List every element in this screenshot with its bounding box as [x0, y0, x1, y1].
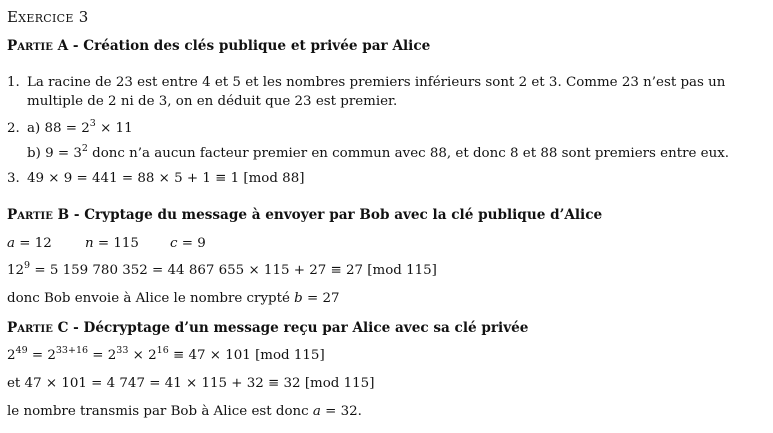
part-b-var-c: c = 9	[170, 236, 206, 251]
item-2a-text: $88 = 2^3 \times 11$	[44, 118, 133, 136]
part-b-title	[7, 206, 602, 224]
part-c-line-1: $2^{49} = 2^{33+16} = 2^{33} \times 2^{16} \equiv 47 \times 101$ [mod 115]	[7, 345, 325, 363]
part-b-prefix: Partie B	[7, 207, 70, 223]
part-b-var-n: n = 115	[85, 236, 139, 251]
part-b-var-a: a = 12	[7, 236, 52, 251]
part-b-calculation: $12^9 = 5$ 159 780 352 = 44 867 655 × 115 + 27 ≡ 27 [mod 115]	[7, 260, 437, 278]
item-2b-label: b)	[27, 146, 41, 161]
item-2-number: 2.	[7, 121, 20, 136]
part-a-heading: - Création des clés publique et privée par Alice	[68, 38, 431, 54]
item-1-number: 1.	[7, 75, 20, 90]
part-a-prefix: Partie A	[7, 38, 69, 54]
item-3-number: 3.	[7, 171, 20, 186]
part-b-heading: - Cryptage du message à envoyer par Bob avec la clé publique d’Alice	[69, 207, 603, 223]
item-2b-text: $9 = 3^2$ donc n’a aucun facteur premier en commun avec 88, et donc 8 et 88 sont premiers entre eux.	[45, 143, 730, 161]
item-2a	[27, 120, 133, 138]
item-1-line-2: multiple de 2 ni de 3, on en déduit que 23 est premier.	[27, 94, 398, 109]
exercise-title: Exercice 3	[7, 8, 89, 26]
part-b-conclusion: donc Bob envoie à Alice le nombre crypté b = 27	[7, 291, 340, 306]
item-3-text: 49 × 9 = 441 = 88 × 5 + 1 ≡ 1 [mod 88]	[27, 171, 305, 186]
item-2b	[27, 145, 729, 163]
part-c-line-2: et 47 × 101 = 4 747 = 41 × 115 + 32 ≡ 32 [mod 115]	[7, 376, 375, 391]
part-c-title	[7, 319, 528, 337]
item-1-line-1: La racine de 23 est entre 4 et 5 et les nombres premiers inférieurs sont 2 et 3. Comme 23 n’est pas un	[27, 75, 726, 90]
part-a-title	[7, 37, 430, 55]
item-2a-label: a)	[27, 121, 41, 136]
part-c-prefix: Partie C	[7, 320, 69, 336]
part-c-heading: - Décryptage d’un message reçu par Alice avec sa clé privée	[68, 320, 529, 336]
part-c-line-3: le nombre transmis par Bob à Alice est donc a = 32.	[7, 404, 362, 419]
